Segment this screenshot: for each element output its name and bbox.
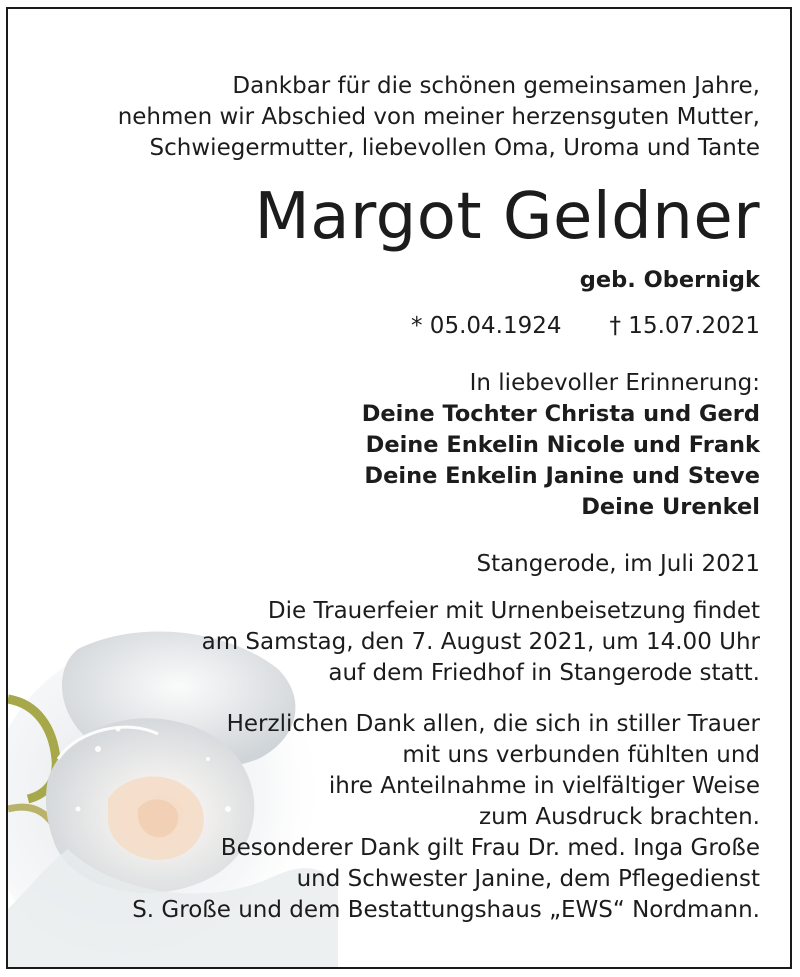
place-date: Stangerode, im Juli 2021: [476, 551, 760, 577]
thanks-line: und Schwester Janine, dem Pflegedienst: [296, 866, 760, 892]
mourner-line: Deine Enkelin Nicole und Frank: [365, 432, 760, 458]
mourners-block: [362, 368, 760, 523]
death-date: † 15.07.2021: [609, 313, 760, 339]
intro-line: Dankbar für die schönen gemeinsamen Jahre,: [232, 73, 760, 99]
birth-date: * 05.04.1924: [411, 313, 562, 339]
funeral-line: auf dem Friedhof in Stangerode statt.: [328, 660, 760, 686]
thanks-line: Herzlichen Dank allen, die sich in stiller Trauer: [226, 711, 760, 737]
thanks-line: mit uns verbunden fühlten und: [402, 742, 760, 768]
thanks-line: S. Große und dem Bestattungshaus „EWS“ Nordmann.: [132, 897, 760, 923]
intro-line: Schwiegermutter, liebevollen Oma, Uroma und Tante: [149, 135, 760, 161]
maiden-name: geb. Obernigk: [579, 267, 760, 293]
mourner-line: Deine Tochter Christa und Gerd: [361, 401, 760, 427]
intro-text: [118, 71, 760, 164]
funeral-notice: [202, 596, 760, 689]
memory-heading: In liebevoller Erinnerung:: [469, 370, 760, 396]
thanks-line: Besonderer Dank gilt Frau Dr. med. Inga Große: [220, 835, 760, 861]
deceased-name: Margot Geldner: [254, 180, 760, 254]
thanks-line: zum Ausdruck brachten.: [479, 804, 760, 830]
thanks-line: ihre Anteilnahme in vielfältiger Weise: [328, 773, 760, 799]
mourner-line: Deine Urenkel: [581, 494, 760, 520]
mourner-line: Deine Enkelin Janine und Steve: [364, 463, 760, 489]
thanks-text: [132, 709, 760, 926]
life-dates: [411, 311, 760, 342]
intro-line: nehmen wir Abschied von meiner herzensguten Mutter,: [117, 104, 760, 130]
obituary-card: [6, 7, 792, 969]
funeral-line: am Samstag, den 7. August 2021, um 14.00 Uhr: [201, 629, 760, 655]
funeral-line: Die Trauerfeier mit Urnenbeisetzung findet: [267, 598, 760, 624]
